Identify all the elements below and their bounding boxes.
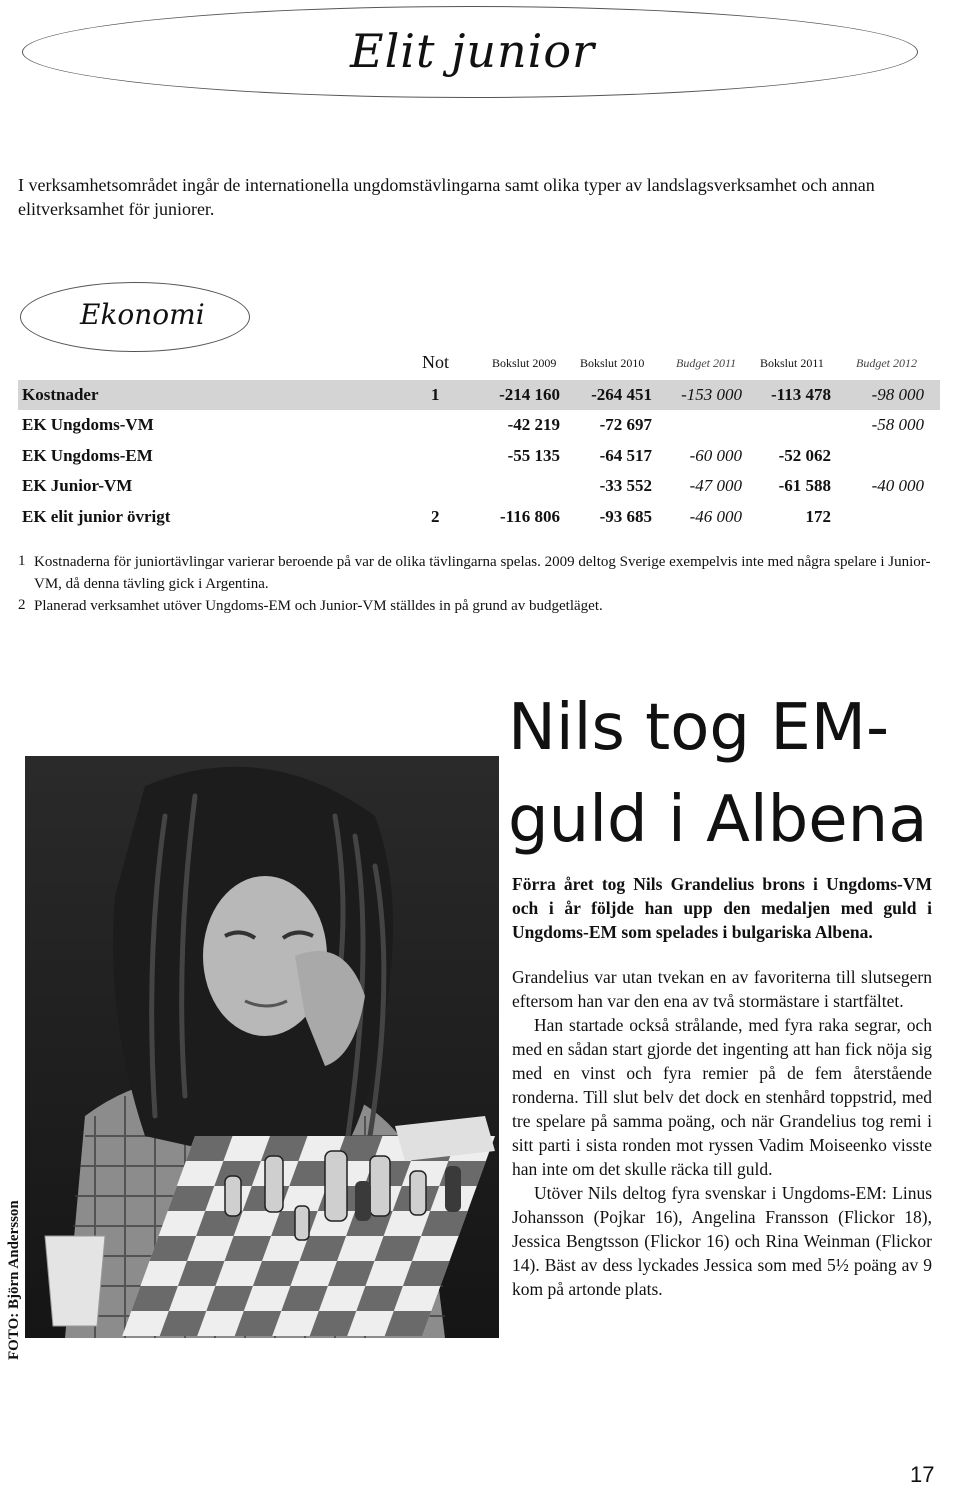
col-header-budget-2012: Budget 2012 bbox=[856, 356, 917, 370]
article-paragraph: Utöver Nils deltog fyra svenskar i Ungdoms-EM: Linus Johansson (Pojkar 16), Angelina Fransson (Flickor 18), Jessica Bengtsson (Flickor 16) och Rina Weinman (Flickor 14). Bäst av dess lyckades Jessica som med 5½ poäng av 9 kom på artonde plats. bbox=[512, 1183, 932, 1299]
row-label: Kostnader bbox=[22, 385, 99, 404]
footnote-text: Kostnaderna för juniortävlingar varierar beroende på var de olika tävlingarna spelas. 2009 deltog Sverige exempelvis inte med några spelare i Junior-VM, då denna tävling gick i Argentina. bbox=[34, 554, 931, 592]
article-paragraph: Grandelius var utan tvekan en av favoriterna till slutsegern eftersom han var den ena av två stormästare i startfältet. bbox=[512, 967, 932, 1011]
cell-bokslut-2010: -93 685 bbox=[599, 507, 652, 526]
col-header-bokslut-2009: Bokslut 2009 bbox=[492, 356, 557, 370]
cell-bokslut-2009: -55 135 bbox=[507, 446, 560, 465]
col-header-budget-2011: Budget 2011 bbox=[676, 356, 737, 370]
photo-credit: FOTO: Björn Andersson bbox=[6, 1200, 22, 1360]
article-paragraph: Han startade också strålande, med fyra raka segrar, och med en sådan start gjorde det ingenting att han fick nöja sig med en vinst och fyra remier på de fem återstående ronderna. Till slut belv det dock en stenhård toppstrid, med tre spelare på samma poäng, och när Grandelius tog remi i sitt parti i sista ronden mot ryssen Vadim Moiseenko visste han inte om det skulle räcka till guld. bbox=[512, 1015, 932, 1179]
footnote-text: Planerad verksamhet utöver Ungdoms-EM och Junior-VM ställdes in på grund av budgetläget. bbox=[34, 598, 603, 614]
cell-bokslut-2010: -72 697 bbox=[599, 415, 652, 434]
cell-bokslut-2009: -116 806 bbox=[500, 507, 560, 526]
row-label: EK Ungdoms-EM bbox=[22, 446, 153, 465]
footnote-number: 1 bbox=[18, 553, 26, 569]
row-note: 1 bbox=[431, 385, 440, 404]
cell-bokslut-2011: 172 bbox=[805, 507, 831, 526]
cell-budget-2011: -60 000 bbox=[689, 446, 742, 465]
table-row bbox=[18, 502, 940, 532]
table-row bbox=[18, 441, 940, 471]
cell-budget-2012: -58 000 bbox=[871, 415, 924, 434]
cell-budget-2012: -98 000 bbox=[871, 385, 924, 404]
page-number: 17 bbox=[910, 1462, 935, 1487]
col-header-not: Not bbox=[422, 352, 449, 372]
economy-heading: Ekonomi bbox=[80, 298, 205, 331]
intro-text: I verksamhetsområdet ingår de internationella ungdomstävlingarna samt olika typer av landslagsverksamhet och annan elitverksamhet för juniorer. bbox=[18, 175, 875, 219]
cell-budget-2012: -40 000 bbox=[871, 476, 924, 495]
col-header-bokslut-2010: Bokslut 2010 bbox=[580, 356, 645, 370]
cell-budget-2011: -153 000 bbox=[681, 385, 742, 404]
table-row bbox=[18, 380, 940, 410]
article-lead: Förra året tog Nils Grandelius brons i Ungdoms-VM och i år följde han upp den medaljen med guld i Ungdoms-EM som spelades i bulgariska Albena. bbox=[512, 874, 932, 942]
cell-bokslut-2011: -52 062 bbox=[778, 446, 831, 465]
row-label: EK Ungdoms-VM bbox=[22, 415, 154, 434]
footnote-number: 2 bbox=[18, 597, 26, 613]
col-header-bokslut-2011: Bokslut 2011 bbox=[760, 356, 824, 370]
cell-budget-2011: -47 000 bbox=[689, 476, 742, 495]
page-title: Elit junior bbox=[350, 24, 596, 78]
row-label: EK Junior-VM bbox=[22, 476, 133, 495]
cell-budget-2011: -46 000 bbox=[689, 507, 742, 526]
cell-bokslut-2011: -61 588 bbox=[778, 476, 831, 495]
article-headline: Nils tog EM- guld i Albena bbox=[508, 691, 928, 857]
cell-bokslut-2009: -214 160 bbox=[499, 385, 560, 404]
row-label: EK elit junior övrigt bbox=[22, 507, 171, 526]
table-row bbox=[18, 410, 940, 440]
cell-bokslut-2010: -33 552 bbox=[599, 476, 652, 495]
article-body bbox=[512, 965, 932, 1301]
row-note: 2 bbox=[431, 507, 440, 526]
cell-bokslut-2009: -42 219 bbox=[507, 415, 560, 434]
cell-bokslut-2010: -64 517 bbox=[599, 446, 652, 465]
cell-bokslut-2010: -264 451 bbox=[591, 385, 652, 404]
player-photo bbox=[25, 756, 499, 1338]
cell-bokslut-2011: -113 478 bbox=[771, 385, 831, 404]
table-row bbox=[18, 471, 940, 501]
